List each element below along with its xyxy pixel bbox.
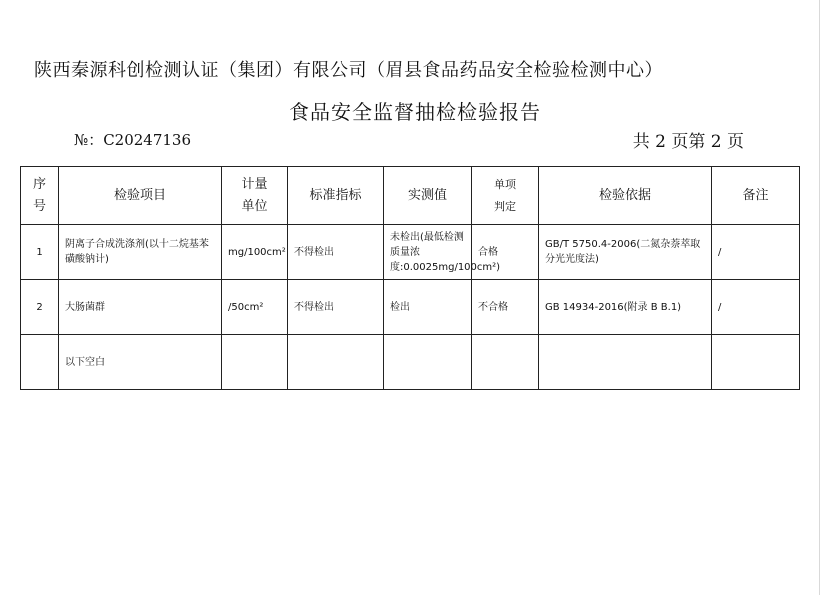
report-title: 食品安全监督抽检检验报告 <box>289 100 541 124</box>
row-unit: /50cm² <box>222 280 288 335</box>
row-remark <box>712 335 800 390</box>
table-row <box>21 335 800 390</box>
table-row <box>21 280 800 335</box>
row-measured <box>384 335 472 390</box>
page-info: 共 2 页第 2 页 <box>632 132 744 152</box>
row-no: 1 <box>21 225 59 280</box>
header-standard: 标准指标 <box>288 167 384 225</box>
row-standard <box>288 335 384 390</box>
row-measured: 检出 <box>384 280 472 335</box>
row-item: 以下空白 <box>59 335 222 390</box>
table-header-row <box>21 167 800 225</box>
table-row <box>21 225 800 280</box>
row-item: 阴离子合成洗涤剂(以十二烷基苯磺酸钠计) <box>59 225 222 280</box>
row-unit <box>222 335 288 390</box>
row-no <box>21 335 59 390</box>
row-judgement <box>472 335 539 390</box>
header-item: 检验项目 <box>59 167 222 225</box>
row-judgement: 合格 <box>472 225 539 280</box>
header-judgement-text: 单项判定 <box>494 177 516 213</box>
row-measured: 未检出(最低检测质量浓度:0.0025mg/100cm²) <box>384 225 472 280</box>
row-remark: / <box>712 225 800 280</box>
row-no: 2 <box>21 280 59 335</box>
header-remark: 备注 <box>712 167 800 225</box>
header-measured: 实测值 <box>384 167 472 225</box>
row-basis: GB/T 5750.4-2006(二氮杂萘萃取分光光度法) <box>539 225 712 280</box>
header-no-text: 序号 <box>32 176 46 214</box>
header-unit <box>222 167 288 225</box>
header-judgement <box>472 167 539 225</box>
row-item: 大肠菌群 <box>59 280 222 335</box>
organization-name: 陕西秦源科创检测认证（集团）有限公司（眉县食品药品安全检验检测中心） <box>34 60 663 81</box>
row-judgement: 不合格 <box>472 280 539 335</box>
header-basis: 检验依据 <box>539 167 712 225</box>
page-edge-line <box>819 0 820 595</box>
header-unit-text: 计量单位 <box>241 176 268 214</box>
inspection-results-table <box>20 166 800 390</box>
row-standard: 不得检出 <box>288 280 384 335</box>
row-standard: 不得检出 <box>288 225 384 280</box>
row-basis <box>539 335 712 390</box>
row-remark: / <box>712 280 800 335</box>
row-basis: GB 14934-2016(附录 B B.1) <box>539 280 712 335</box>
row-unit: mg/100cm² <box>222 225 288 280</box>
report-number: №：C20247136 <box>74 131 192 149</box>
header-no <box>21 167 59 225</box>
